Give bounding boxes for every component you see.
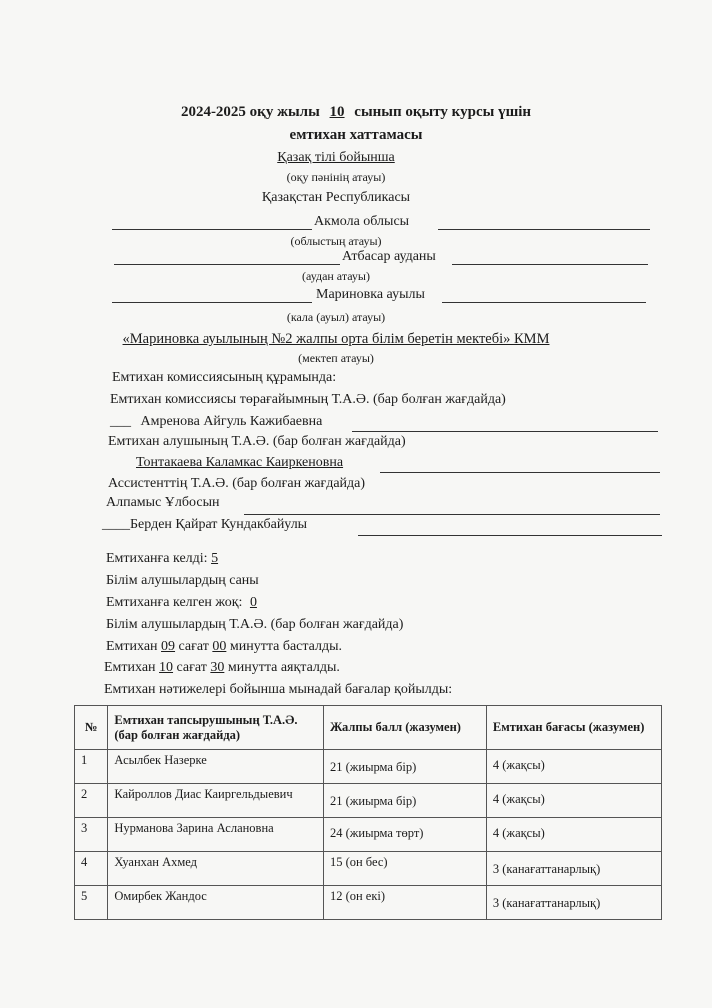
region-caption: (облыстың атауы) [290, 234, 382, 248]
table-row [75, 784, 662, 818]
came-label: Емтиханға келді: [106, 551, 208, 566]
start-mid: сағат [178, 639, 209, 654]
header-num: № [75, 706, 108, 750]
row-score: 21 (жиырма бір) [323, 750, 486, 784]
country-name: Қазақстан Республикасы [261, 190, 411, 205]
end-mid: сағат [176, 660, 207, 675]
chair-row [110, 414, 322, 430]
district-line-left [114, 264, 340, 265]
header-name-line1: Емтихан тапсырушының Т.А.Ә. [114, 712, 298, 727]
protocol-title-line2: емтихан хаттамасы [289, 127, 423, 143]
row-score: 24 (жиырма төрт) [323, 818, 486, 852]
village-value: Мариновка ауылы [316, 287, 425, 302]
header-score: Жалпы балл (жазумен) [323, 706, 486, 750]
end-time-row [104, 660, 340, 676]
end-min: 30 [210, 660, 225, 675]
subject-value: Қазақ тілі бойынша [277, 150, 395, 165]
row-grade: 4 (жақсы) [486, 750, 661, 784]
start-hour: 09 [161, 639, 176, 654]
absent-value: 0 [249, 595, 257, 610]
end-prefix: Емтихан [104, 660, 156, 675]
end-hour: 10 [159, 660, 174, 675]
table-row [75, 818, 662, 852]
protocol-title [0, 104, 712, 121]
row-name: Нурманова Зарина Аслановна [108, 818, 324, 852]
results-table [74, 705, 662, 920]
school-caption: (мектеп атауы) [298, 351, 374, 365]
start-suffix: минутта басталды. [229, 639, 343, 654]
assistant-label: Ассистенттің Т.А.Ә. (бар болған жағдайда) [108, 476, 366, 491]
students-count-label: Білім алушылардың саны [106, 573, 259, 588]
row-grade: 3 (канағаттанарлық) [486, 886, 661, 920]
row-num: 4 [75, 852, 108, 886]
region-value: Акмола облысы [314, 214, 410, 229]
district-value: Атбасар ауданы [342, 249, 436, 264]
assistant-1-line [244, 514, 660, 515]
region-line-right [438, 229, 650, 230]
commission-intro: Емтихан комиссиясының құрамында: [112, 370, 337, 385]
row-score: 21 (жиырма бір) [323, 784, 486, 818]
end-suffix: минутта аяқталды. [227, 660, 340, 675]
absent-row [106, 595, 257, 611]
table-row [75, 750, 662, 784]
village-caption: (кала (ауыл) атауы) [286, 310, 386, 324]
assistant-2-name: Берден Қайрат Кундакбайулы [130, 517, 308, 532]
absent-names-label: Білім алушылардың Т.А.Ә. (бар болған жағдайда) [106, 617, 404, 632]
results-intro: Емтихан нәтижелері бойынша мынадай бағалар қойылды: [104, 682, 453, 697]
header-name [108, 706, 324, 750]
village-line-left [112, 302, 312, 303]
start-prefix: Емтихан [106, 639, 158, 654]
assistant-1-name: Алпамыс Ұлбосын [106, 495, 220, 510]
title-year: 2024-2025 оқу жылы [180, 104, 320, 120]
region-line-left [112, 229, 312, 230]
assistant-2-row [102, 517, 307, 533]
assistant-2-prefix: ____ [102, 517, 130, 532]
district-line-right [452, 264, 648, 265]
title-grade: 10 [329, 104, 345, 120]
examiner-line [380, 472, 660, 473]
row-name: Асылбек Назерке [108, 750, 324, 784]
row-grade: 4 (жақсы) [486, 784, 661, 818]
start-min: 00 [212, 639, 227, 654]
school-value: «Мариновка ауылының №2 жалпы орта білім беретін мектебі» КММ [122, 331, 550, 347]
row-score: 15 (он бес) [323, 852, 486, 886]
row-score: 12 (он екі) [323, 886, 486, 920]
assistant-2-line [358, 535, 662, 536]
chair-label: Емтихан комиссиясы төрағайымның Т.А.Ә. (бар болған жағдайда) [110, 392, 506, 407]
row-name: Кайроллов Диас Каиргельдыевич [108, 784, 324, 818]
table-header-row [75, 706, 662, 750]
start-time-row [106, 639, 342, 655]
row-grade: 3 (канағаттанарлық) [486, 852, 661, 886]
row-num: 5 [75, 886, 108, 920]
row-name: Хуанхан Ахмед [108, 852, 324, 886]
row-num: 1 [75, 750, 108, 784]
examiner-label: Емтихан алушының Т.А.Ә. (бар болған жағдайда) [108, 434, 406, 449]
district-caption: (аудан атауы) [302, 269, 370, 283]
title-rest: сынып оқыту курсы үшін [354, 104, 532, 120]
subject-caption: (оқу пәнінің атауы) [286, 170, 386, 184]
header-grade: Емтихан бағасы (жазумен) [486, 706, 661, 750]
row-num: 2 [75, 784, 108, 818]
came-value: 5 [211, 551, 219, 566]
chair-name: Амренова Айгуль Кажибаевна [140, 414, 323, 429]
examiner-row [108, 455, 343, 471]
table-row [75, 852, 662, 886]
chair-prefix: ___ [110, 414, 131, 429]
row-num: 3 [75, 818, 108, 852]
examiner-name: Тонтакаева Каламкас Каиркеновна [136, 455, 344, 470]
came-row [106, 551, 218, 567]
header-name-line2: (бар болған жағдайда) [114, 727, 241, 742]
row-name: Омирбек Жандос [108, 886, 324, 920]
row-grade: 4 (жақсы) [486, 818, 661, 852]
absent-label: Емтиханға келген жоқ: [106, 595, 243, 610]
table-row [75, 886, 662, 920]
chair-line [352, 431, 658, 432]
village-line-right [442, 302, 646, 303]
